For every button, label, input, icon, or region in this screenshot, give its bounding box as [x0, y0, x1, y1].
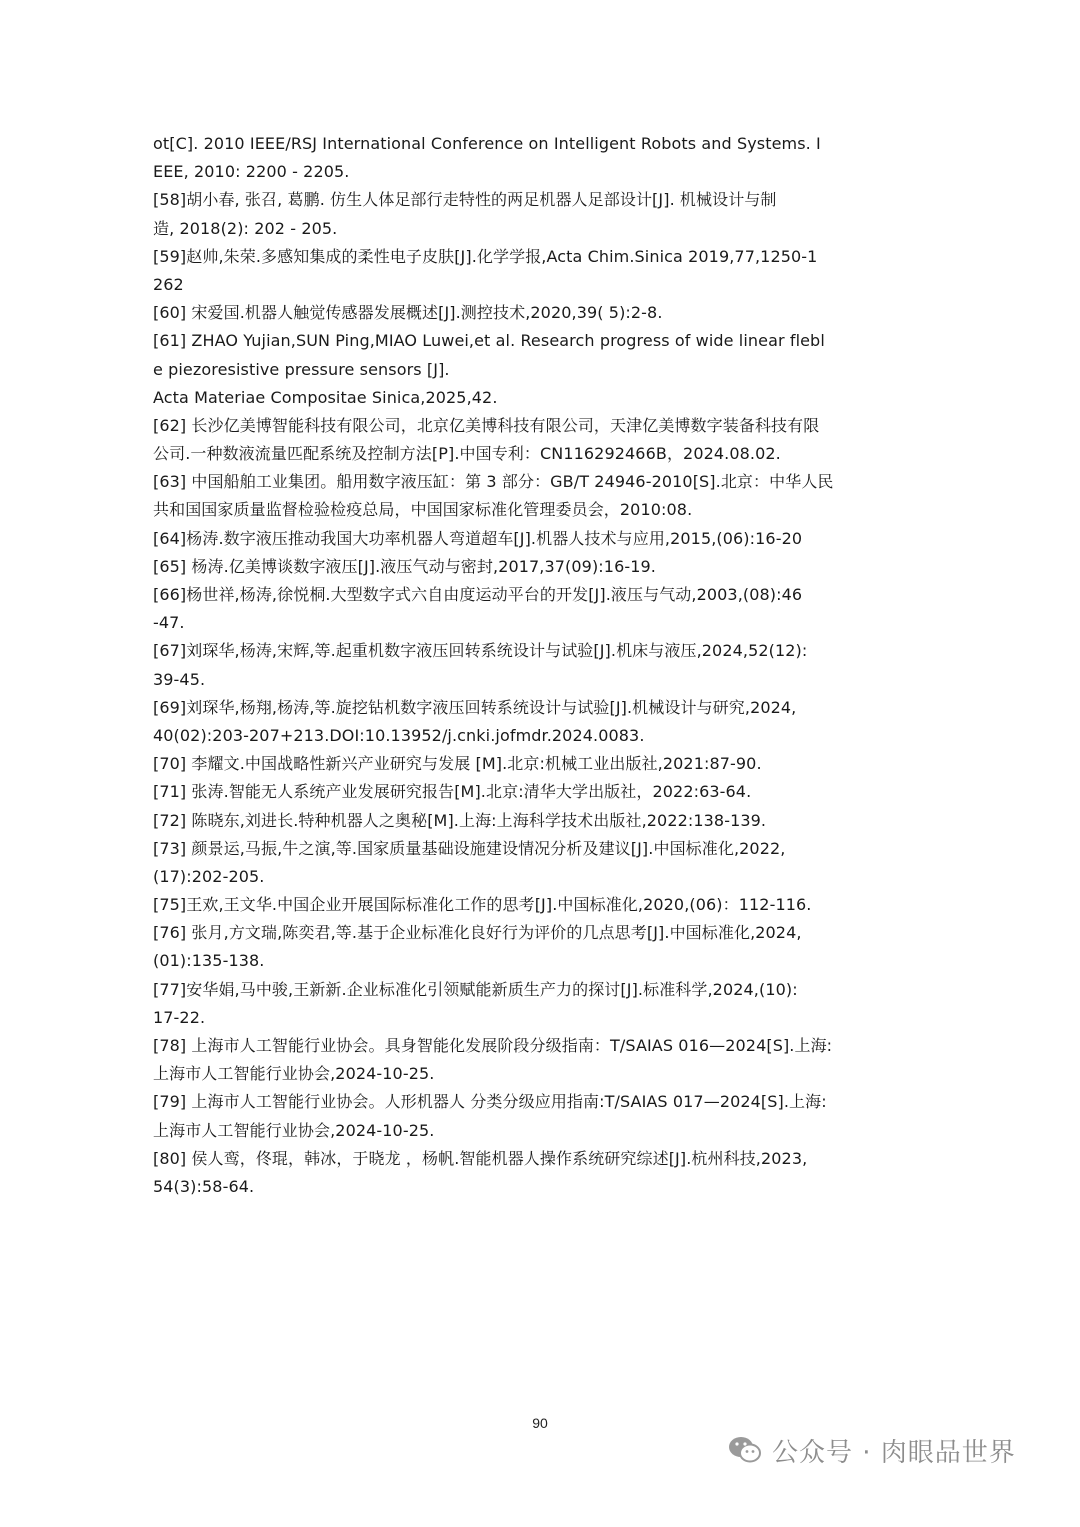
reference-line: [65] 杨涛.亿美博谈数字液压[J].液压气动与密封,2017,37(09):16-19. [153, 556, 656, 576]
reference-line: [64]杨涛.数字液压推动我国大功率机器人弯道超车[J].机器人技术与应用,2015,(06):16-20 [153, 528, 803, 548]
reference-line: [69]刘琛华,杨翔,杨涛,等.旋挖钻机数字液压回转系统设计与试验[J].机械设计与研究,2024, [153, 697, 797, 717]
watermark [728, 1428, 1016, 1472]
reference-line: 造, 2018(2): 202 - 205. [153, 218, 338, 238]
reference-line: [62] 长沙亿美博智能科技有限公司，北京亿美博科技有限公司，天津亿美博数字装备科技有限 [153, 415, 820, 435]
reference-line: [71] 张涛.智能无人系统产业发展研究报告[M].北京:清华大学出版社，2022:63-64. [153, 782, 752, 802]
reference-line: [73] 颜景运,马振,牛之演,等.国家质量基础设施建设情况分析及建议[J].中国标准化,2022, [153, 838, 786, 858]
reference-line: [70] 李耀文.中国战略性新兴产业研究与发展 [M].北京:机械工业出版社,2021:87-90. [153, 754, 762, 774]
reference-line: [59]赵帅,朱荣.多感知集成的柔性电子皮肤[J].化学学报,Acta Chim.Sinica 2019,77,1250-1 [153, 246, 818, 266]
reference-line: e piezoresistive pressure sensors [J]. [153, 359, 450, 379]
reference-line: [60] 宋爱国.机器人触觉传感器发展概述[J].测控技术,2020,39( 5):2-8. [153, 303, 663, 323]
reference-line: 39-45. [153, 669, 206, 689]
reference-line: 17-22. [153, 1007, 206, 1027]
reference-line: Acta Materiae Compositae Sinica,2025,42. [153, 387, 498, 407]
reference-line: [75]王欢,王文华.中国企业开展国际标准化工作的思考[J].中国标准化,2020,(06)：112-116. [153, 895, 812, 915]
reference-line: 共和国国家质量监督检验检疫总局，中国国家标准化管理委员会，2010:08. [153, 500, 693, 520]
reference-line: [72] 陈晓东,刘进长.特种机器人之奥秘[M].上海:上海科学技术出版社,2022:138-139. [153, 810, 767, 830]
reference-line: [76] 张月,方文瑞,陈奕君,等.基于企业标准化良好行为评价的几点思考[J].中国标准化,2024, [153, 923, 802, 943]
reference-line: 上海市人工智能行业协会,2024-10-25. [153, 1064, 435, 1084]
reference-line: 公司.一种数液流量匹配系统及控制方法[P].中国专利：CN116292466B，2024.08.02. [153, 444, 781, 464]
reference-line: 上海市人工智能行业协会,2024-10-25. [153, 1120, 435, 1140]
reference-line: 54(3):58-64. [153, 1176, 255, 1196]
reference-line: [58]胡小春, 张召, 葛鹏. 仿生人体足部行走特性的两足机器人足部设计[J]. 机械设计与制 [153, 190, 777, 210]
reference-line: [66]杨世祥,杨涛,徐悦桐.大型数字式六自由度运动平台的开发[J].液压与气动,2003,(08):46 [153, 585, 803, 604]
reference-line: [78] 上海市人工智能行业协会。具身智能化发展阶段分级指南：T/SAIAS 016—2024[S].上海: [153, 1036, 833, 1055]
reference-line: [67]刘琛华,杨涛,宋辉,等.起重机数字液压回转系统设计与试验[J].机床与液压,2024,52(12): [153, 641, 808, 661]
wechat-icon [728, 1435, 762, 1465]
reference-line: [63] 中国船舶工业集团。船用数字液压缸：第 3 部分：GB/T 24946-2010[S].北京：中华人民 [153, 472, 834, 492]
reference-line: [79] 上海市人工智能行业协会。人形机器人 分类分级应用指南:T/SAIAS 017—2024[S].上海: [153, 1092, 827, 1112]
reference-line: 40(02):203-207+213.DOI:10.13952/j.cnki.jofmdr.2024.0083. [153, 725, 645, 745]
reference-line: EEE, 2010: 2200 - 2205. [153, 162, 350, 182]
reference-line: -47. [153, 613, 185, 633]
reference-list [153, 130, 943, 1201]
page-number: 90 [532, 1415, 548, 1431]
reference-line: 262 [153, 274, 184, 294]
watermark-text: 公众号 · 肉眼品世界 [772, 1437, 1016, 1468]
reference-line: [77]安华娟,马中骏,王新新.企业标准化引领赋能新质生产力的探讨[J].标准科学,2024,(10): [153, 979, 798, 999]
reference-line: (17):202-205. [153, 866, 265, 886]
reference-line: [61] ZHAO Yujian,SUN Ping,MIAO Luwei,et al. Research progress of wide linear flebl [153, 331, 825, 351]
reference-line: ot[C]. 2010 IEEE/RSJ International Conference on Intelligent Robots and Systems. I [153, 134, 821, 153]
reference-line: [80] 侯人鸾，佟琨，韩冰，于晓龙 ，杨帆.智能机器人操作系统研究综述[J].杭州科技,2023, [153, 1148, 808, 1168]
reference-line: (01):135-138. [153, 951, 265, 971]
